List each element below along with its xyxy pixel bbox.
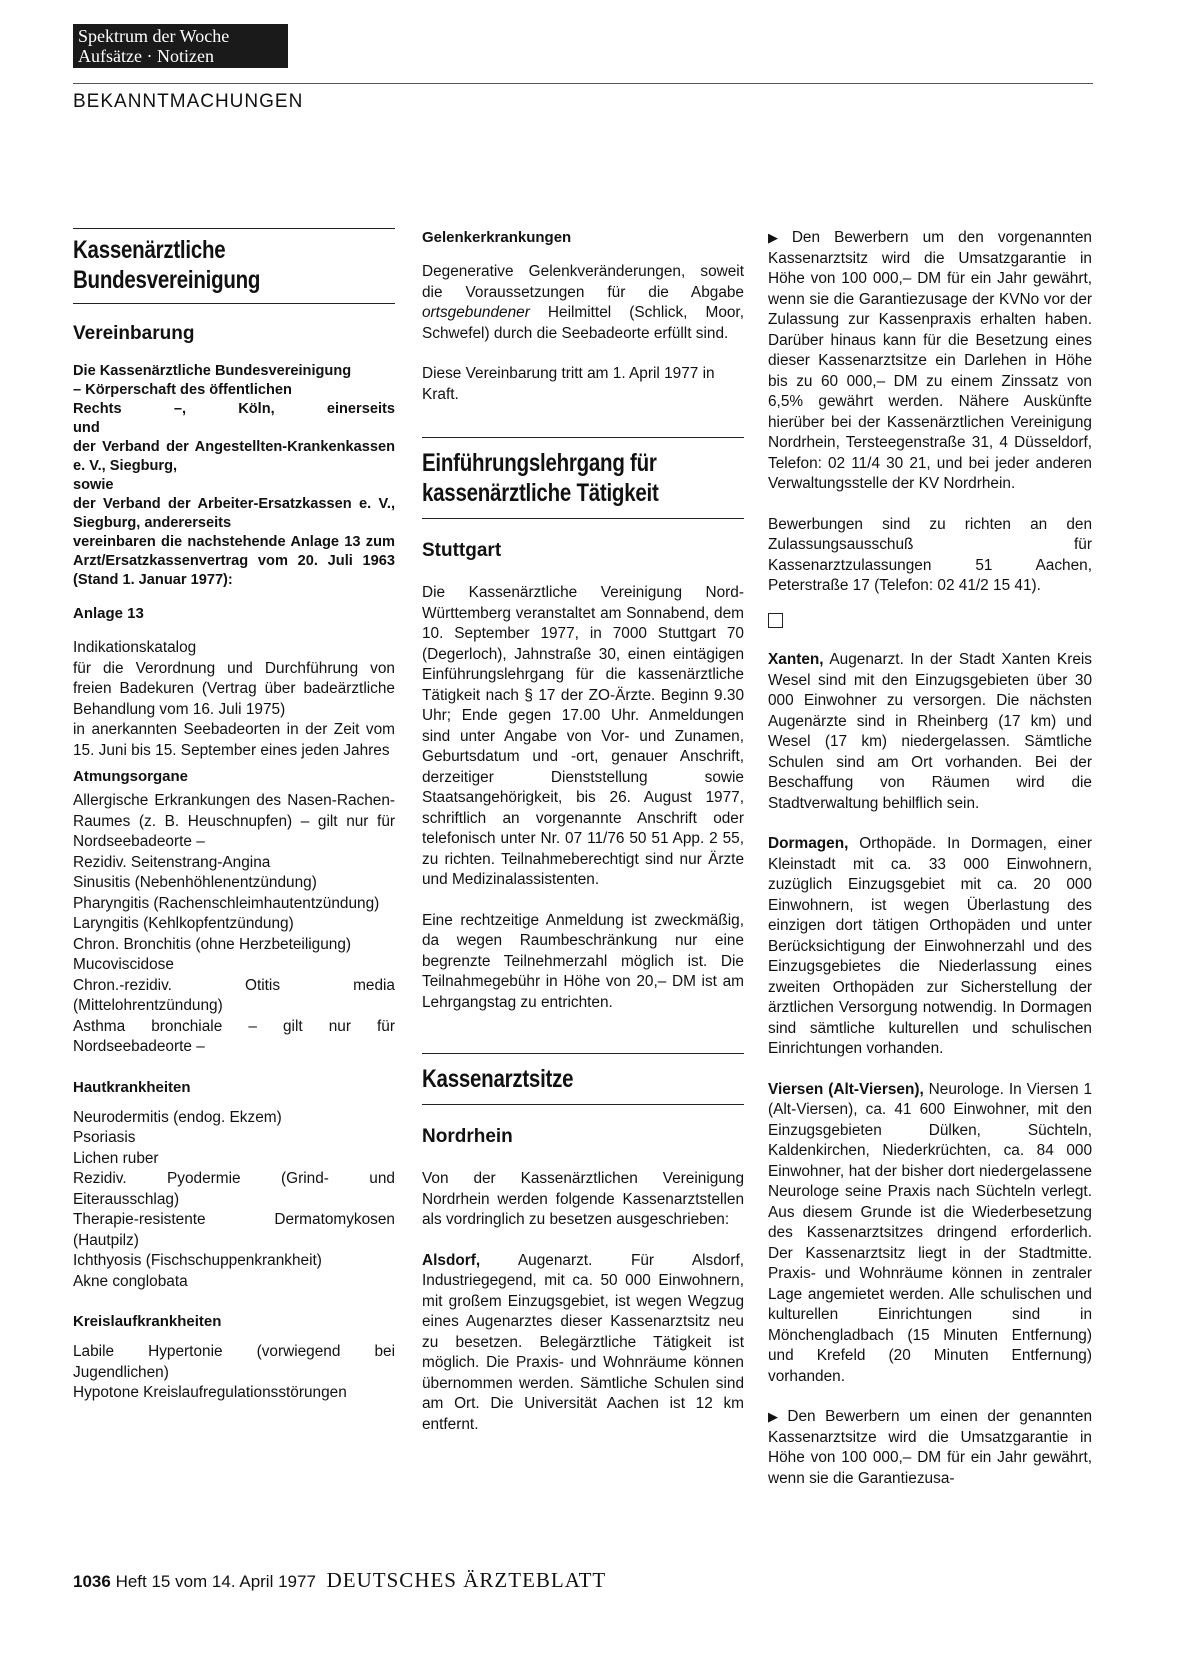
listing-place: Dormagen, — [768, 835, 849, 852]
list-item: Akne conglobata — [73, 1272, 188, 1290]
listing-alsdorf — [422, 1251, 744, 1436]
listing-place: Alsdorf, — [422, 1251, 481, 1269]
gelenk-text — [422, 262, 744, 344]
list-item: Chron.-rezidiv. Otitis media (Mittelohrentzündung) — [73, 976, 395, 1014]
list-item: Allergische Erkrankungen des Nasen-Rachen-Raumes (z. B. Heuschnupfen) – gilt nur für Nordseebadeorte – — [73, 792, 395, 850]
list-item: Neurodermitis (endog. Ekzem) — [73, 1108, 282, 1126]
garantie-body: Den Bewerbern um den vorgenannten Kassenarztsitz wird die Umsatzgarantie in Höhe von 100 000,– DM für ein Jahr gewährt, wenn sie die Garantiezusage der KVNo vor der Zulassung zur Kassenpraxis erhalten haben. Darüber hinaus kann für die Besetzung eines dieser Kassenarztsitze ein Darlehen in Höhe bis zu 60 000,– DM zu einem Zinssatz von 6,5% gewährt werden. Nähere Auskünfte hierüber bei der Kassenärztlichen Vereinigung Nordrhein, Tersteegenstraße 31, 4 Düsseldorf, Telefon: 02 11/4 30 21, und bei jeder anderen Verwaltungsstelle der KV Nordrhein. — [768, 229, 1092, 492]
list-item: Hypotone Kreislaufregulationsstörungen — [73, 1384, 347, 1401]
parties-line: Rechts –, Köln, einerseits — [73, 401, 395, 417]
category-hautkrankheiten: Hautkrankheiten — [73, 1078, 191, 1096]
list-item: Sinusitis (Nebenhöhlenentzündung) — [73, 874, 317, 891]
listing-place: Xanten, — [768, 651, 824, 668]
listing-text: Augenarzt. Für Alsdorf, Industriegegend, mit ca. 50 000 Einwohnern, mit großem Einzugsgebiet, ist wegen Wegzug eines Augenarztes dieser Kassenarztsitz neu zu besetzen. Belegärztliche Tätigkeit ist möglich. Die Praxis- und Wohnräume können übernommen werden. Sämtliche Schulen sind am Ort. Die Universität Aachen ist 12 km entfernt. — [422, 1251, 744, 1433]
parties-line: und — [73, 420, 100, 436]
section-label-line2: Aufsätze · Notizen — [78, 46, 214, 66]
column-2 — [422, 228, 744, 1435]
garantie-text-2 — [768, 1407, 1092, 1489]
indikation-text: in anerkannten Seebadeorten in der Zeit vom 15. Juni bis 15. September eines jeden Jahres — [73, 721, 395, 759]
column-3 — [768, 228, 1092, 1489]
list-item: Ichthyosis (Fischschuppenkrankheit) — [73, 1252, 322, 1269]
list-item: Labile Hypertonie (vorwiegend bei Jugendlichen) — [73, 1343, 395, 1381]
subheading-stuttgart: Stuttgart — [422, 540, 502, 561]
nordrhein-text: Von der Kassenärztlichen Vereinigung Nordrhein werden folgende Kassenarztstellen als vordringlich zu besetzen ausgeschrieben: — [422, 1170, 744, 1228]
garantie-text — [768, 228, 1092, 495]
garantie-body: Den Bewerbern um einen der genannten Kassenarztsitze wird die Umsatzgarantie in Höhe von 100 000,– DM für ein Jahr gewährt, wenn sie die Garantiezusa- — [768, 1408, 1093, 1487]
indikation-title: Indikationskatalog — [73, 639, 197, 656]
parties-line: der Verband der Angestellten-Krankenkassen e. V., Siegburg, — [73, 439, 395, 474]
list-item: Asthma bronchiale – gilt nur für Nordseebadeorte – — [73, 1017, 395, 1055]
list-item: Lichen ruber — [73, 1149, 159, 1167]
page-number: 1036 — [73, 1572, 111, 1591]
page-footer — [73, 1568, 606, 1593]
list-item: Rezidiv. Seitenstrang-Angina — [73, 853, 271, 871]
list-item: Pharyngitis (Rachenschleimhautentzündung) — [73, 894, 380, 912]
inkraft-text: Diese Vereinbarung tritt am 1. April 1977 in Kraft. — [422, 365, 715, 403]
publication-name: DEUTSCHES ÄRZTEBLATT — [326, 1568, 607, 1592]
listing-dormagen — [768, 834, 1092, 1060]
listing-xanten — [768, 650, 1092, 814]
list-item: Laryngitis (Kehlkopfentzündung) — [73, 915, 294, 932]
parties-block — [73, 362, 395, 590]
list-item: Therapie-resistente Dermatomykosen (Hautpilz) — [73, 1211, 395, 1249]
column-1 — [73, 228, 395, 1404]
arrow-icon: ▶ — [768, 230, 788, 245]
org-title-line2: Bundesvereinigung — [73, 266, 261, 294]
einfuehrung-title-line1: Einführungslehrgang für — [422, 449, 657, 477]
stuttgart-text: Die Kassenärztliche Vereinigung Nord-Württemberg veranstaltet am Sonnabend, dem 10. September 1977, in 7000 Stuttgart 70 (Degerloch), Jahnstraße 30, einen eintägigen Einführungslehrgang für die kassenärztliche Tätigkeit nach § 17 der ZO-Ärzte. Beginn 9.30 Uhr; Ende gegen 17.00 Uhr. Anmeldungen sind unter Angabe von Vor- und Zunamen, Geburtsdatum und -ort, genauer Anschrift, derzeitiger Dienststellung sowie Staatsangehörigkeit, bis 26. August 1977, schriftlich an vorgenannte Anschrift oder telefonisch unter Nr. 07 11/76 50 51 App. 2 55, zu richten. Teilnahmeberechtigt sind nur Ärzte und Medizinalassistenten. — [422, 584, 744, 888]
parties-line: sowie — [73, 477, 114, 493]
header-rule — [73, 83, 1093, 84]
org-title-line1: Kassenärztliche — [73, 236, 226, 264]
issue-info: Heft 15 vom 14. April 1977 — [115, 1572, 316, 1591]
subheading-vereinbarung: Vereinbarung — [73, 323, 195, 344]
listing-text: Neurologe. In Viersen 1 (Alt-Viersen), ca. 41 600 Einwohner, mit den Einzugsgebieten Dülken, Süchteln, Kaldenkirchen, Niederkrüchten, ca. 84 000 Einwohner, hat der bisher dort niedergelassene Neurologe seine Praxis nach Süchteln verlegt. Aus diesem Grunde ist die Wiederbesetzung des Kassenarztsitzes dringend erforderlich. Der Kassenarztsitz liegt in der Stadtmitte. Praxis- und Wohnräume können in zentraler Lage angemietet werden. Alle schulischen und kulturellen Einrichtungen sind in Mönchengladbach (15 Minuten Entfernung) und Krefeld (20 Minuten Entfernung) vorhanden. — [768, 1080, 1092, 1385]
list-item: Chron. Bronchitis (ohne Herzbeteiligung) — [73, 935, 352, 953]
parties-line: Die Kassenärztliche Bundesvereinigung — [73, 363, 352, 379]
section-label-line1: Spektrum der Woche — [78, 26, 230, 46]
listing-place: Viersen (Alt-Viersen), — [768, 1080, 924, 1098]
arrow-icon: ▶ — [768, 1409, 784, 1424]
parties-line: der Verband der Arbeiter-Ersatzkassen e. V., Siegburg, andererseits — [73, 496, 395, 531]
stuttgart-text: Eine rechtzeitige Anmeldung ist zweckmäßig, da wegen Raumbeschränkung nur eine begrenzte Teilnehmerzahl möglich ist. Die Teilnahmegebühr in Höhe von 20,– DM ist am Lehrgangstag zu entrichten. — [422, 911, 744, 1011]
kassenarztsitze-title: Kassenarztsitze — [422, 1065, 574, 1093]
parties-line: – Körperschaft des öffentlichen — [73, 382, 292, 398]
gelenk-text-pre: Degenerative Gelenkveränderungen, soweit die Voraussetzungen für die Abgabe — [422, 263, 744, 301]
indikation-text: für die Verordnung und Durchführung von freien Badekuren (Vertrag über badeärztliche Behandlung vom 16. Juli 1975) — [73, 659, 395, 718]
listing-text: Orthopäde. In Dormagen, einer Kleinstadt mit ca. 33 000 Einwohnern, zuzüglich Einzugsgebiet mit ca. 20 000 Einwohnern, ist wegen Überlastung des einzigen dort tätigen Orthopäden und unter Berücksichtigung der Einwohnerzahl und des Einzugsgebietes die Niederlassung eines zweiten Orthopäden zur Sicherstellung der ärztlichen Versorgung notwendig. In Dormagen sind sämtliche kulturellen und schulischen Einrichtungen vorhanden. — [768, 835, 1092, 1057]
gelenk-text-post: Heilmittel (Schlick, Moor, Schwefel) durch die Seebadeorte erfüllt sind. — [422, 304, 744, 342]
category-atmungsorgane: Atmungsorgane — [73, 768, 189, 785]
section-title: BEKANNTMACHUNGEN — [73, 91, 304, 112]
section-label-box — [73, 24, 288, 68]
category-kreislaufkrankheiten: Kreislaufkrankheiten — [73, 1313, 222, 1330]
bewerbung-text: Bewerbungen sind zu richten an den Zulassungsausschuß für Kassenarztzulassungen 51 Aachen, Peterstraße 17 (Telefon: 02 41/2 15 41). — [768, 515, 1092, 594]
parties-line: vereinbaren die nachstehende Anlage 13 zum Arzt/Ersatzkassenvertrag vom 20. Juli 1963 (Stand 1. Januar 1977): — [73, 534, 395, 588]
end-square-icon — [768, 613, 783, 628]
category-gelenkerkrankungen: Gelenkerkrankungen — [422, 229, 572, 246]
list-item: Psoriasis — [73, 1129, 136, 1146]
list-item: Mucoviscidose — [73, 956, 174, 973]
subheading-nordrhein: Nordrhein — [422, 1126, 513, 1147]
gelenk-text-emphasis: ortsgebundener — [422, 304, 530, 321]
anlage-title: Anlage 13 — [73, 605, 144, 622]
listing-viersen — [768, 1080, 1092, 1388]
einfuehrung-title-line2: kassenärztliche Tätigkeit — [422, 479, 659, 507]
list-item: Rezidiv. Pyodermie (Grind- und Eiterausschlag) — [73, 1170, 395, 1208]
listing-text: Augenarzt. In der Stadt Xanten Kreis Wesel sind mit den Einzugsgebieten über 30 000 Einwohner zu versorgen. Die nächsten Augenärzte sind in Rheinberg (17 km) und Wesel (17 km) niedergelassen. Sämtliche Schulen sind am Ort vorhanden. Bei der Beschaffung von Räumen wird die Stadtverwaltung behilflich sein. — [768, 651, 1092, 812]
